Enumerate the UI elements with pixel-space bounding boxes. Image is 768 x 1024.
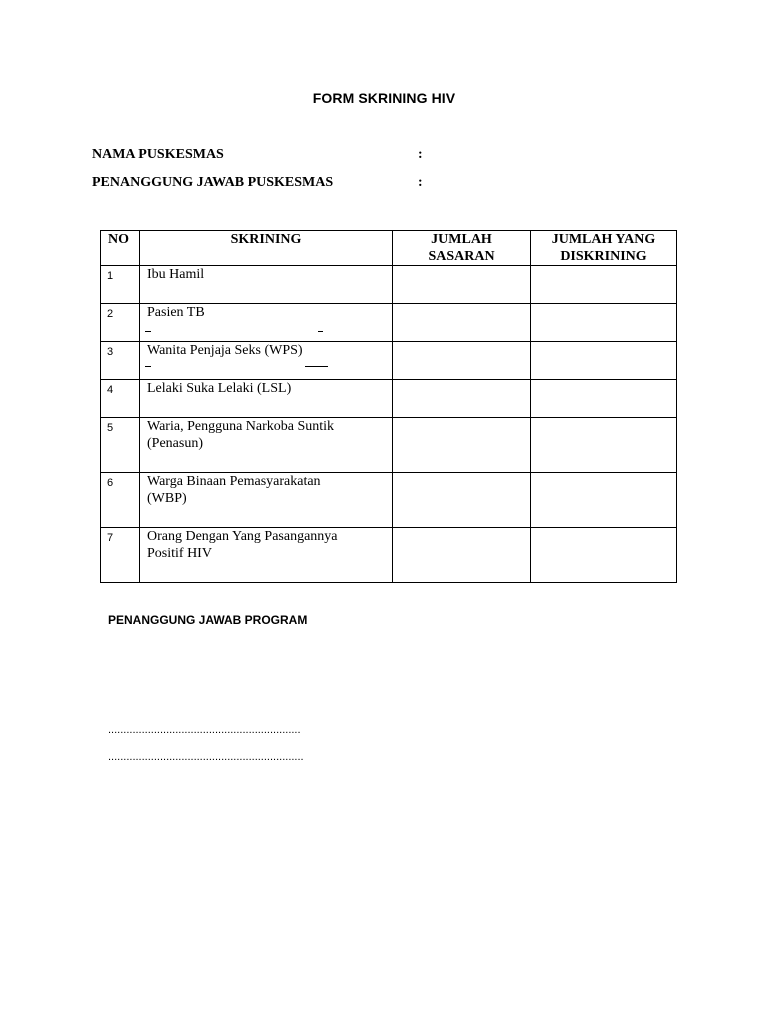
row-skrining-line2: (Penasun) <box>147 436 203 451</box>
cell-jumlah-diskrining[interactable] <box>531 528 677 583</box>
row-no: 2 <box>101 304 140 342</box>
row-no: 1 <box>101 266 140 304</box>
row-skrining <box>140 380 393 418</box>
row-skrining <box>140 418 393 473</box>
row-no: 6 <box>101 473 140 528</box>
field-nama-puskesmas <box>92 147 423 163</box>
row-skrining <box>140 304 393 342</box>
row-skrining-line1: Wanita Penjaja Seks (WPS) <box>147 343 303 358</box>
page-title: FORM SKRINING HIV <box>312 90 456 106</box>
row-skrining-line1: Pasien TB <box>147 305 205 320</box>
row-skrining <box>140 266 393 304</box>
row-skrining <box>140 473 393 528</box>
screening-table <box>100 230 677 583</box>
table-row <box>101 304 677 342</box>
header-jumlah-sasaran-line1: JUMLAH <box>431 232 492 247</box>
cell-jumlah-sasaran[interactable] <box>393 342 531 380</box>
field-separator: : <box>418 175 423 190</box>
field-penanggung-jawab-puskesmas <box>92 175 423 191</box>
header-skrining: SKRINING <box>140 231 393 266</box>
row-skrining-line2: (WBP) <box>147 491 187 506</box>
header-jumlah-sasaran-line2: SASARAN <box>428 249 495 264</box>
table-header-row <box>101 231 677 266</box>
row-skrining-line2: Positif HIV <box>147 546 212 561</box>
stray-line <box>145 366 151 367</box>
stray-line <box>305 366 328 367</box>
stray-line <box>145 331 151 332</box>
header-jumlah-sasaran <box>393 231 531 266</box>
cell-jumlah-sasaran[interactable] <box>393 418 531 473</box>
row-skrining-line1: Lelaki Suka Lelaki (LSL) <box>147 381 292 396</box>
stray-line <box>318 331 323 332</box>
row-no: 3 <box>101 342 140 380</box>
field-label: NAMA PUSKESMAS <box>92 147 224 162</box>
cell-jumlah-sasaran[interactable] <box>393 304 531 342</box>
cell-jumlah-diskrining[interactable] <box>531 473 677 528</box>
cell-jumlah-diskrining[interactable] <box>531 380 677 418</box>
table-row <box>101 418 677 473</box>
row-skrining-line1: Ibu Hamil <box>147 267 205 282</box>
cell-jumlah-diskrining[interactable] <box>531 304 677 342</box>
row-no: 4 <box>101 380 140 418</box>
row-no: 7 <box>101 528 140 583</box>
table-row <box>101 473 677 528</box>
cell-jumlah-diskrining[interactable] <box>531 266 677 304</box>
table-row <box>101 342 677 380</box>
row-skrining-line1: Orang Dengan Yang Pasangannya <box>147 529 338 544</box>
header-jumlah-diskrining <box>531 231 677 266</box>
cell-jumlah-diskrining[interactable] <box>531 342 677 380</box>
row-skrining <box>140 342 393 380</box>
header-jumlah-diskrining-line1: JUMLAH YANG <box>551 232 656 247</box>
signature-id-line: ................................................................ <box>108 751 304 763</box>
cell-jumlah-sasaran[interactable] <box>393 473 531 528</box>
cell-jumlah-sasaran[interactable] <box>393 528 531 583</box>
field-separator: : <box>418 147 423 162</box>
table-row <box>101 380 677 418</box>
table-row <box>101 528 677 583</box>
row-skrining <box>140 528 393 583</box>
header-jumlah-diskrining-line2: DISKRINING <box>560 249 647 264</box>
cell-jumlah-sasaran[interactable] <box>393 380 531 418</box>
row-skrining-line1: Waria, Pengguna Narkoba Suntik <box>147 419 335 434</box>
field-label: PENANGGUNG JAWAB PUSKESMAS <box>92 175 334 190</box>
signature-name-line: ............................................................... <box>108 724 301 736</box>
row-skrining-line1: Warga Binaan Pemasyarakatan <box>147 474 321 489</box>
table-row <box>101 266 677 304</box>
cell-jumlah-sasaran[interactable] <box>393 266 531 304</box>
cell-jumlah-diskrining[interactable] <box>531 418 677 473</box>
row-no: 5 <box>101 418 140 473</box>
signature-label: PENANGGUNG JAWAB PROGRAM <box>108 613 308 627</box>
header-no: NO <box>101 231 140 266</box>
